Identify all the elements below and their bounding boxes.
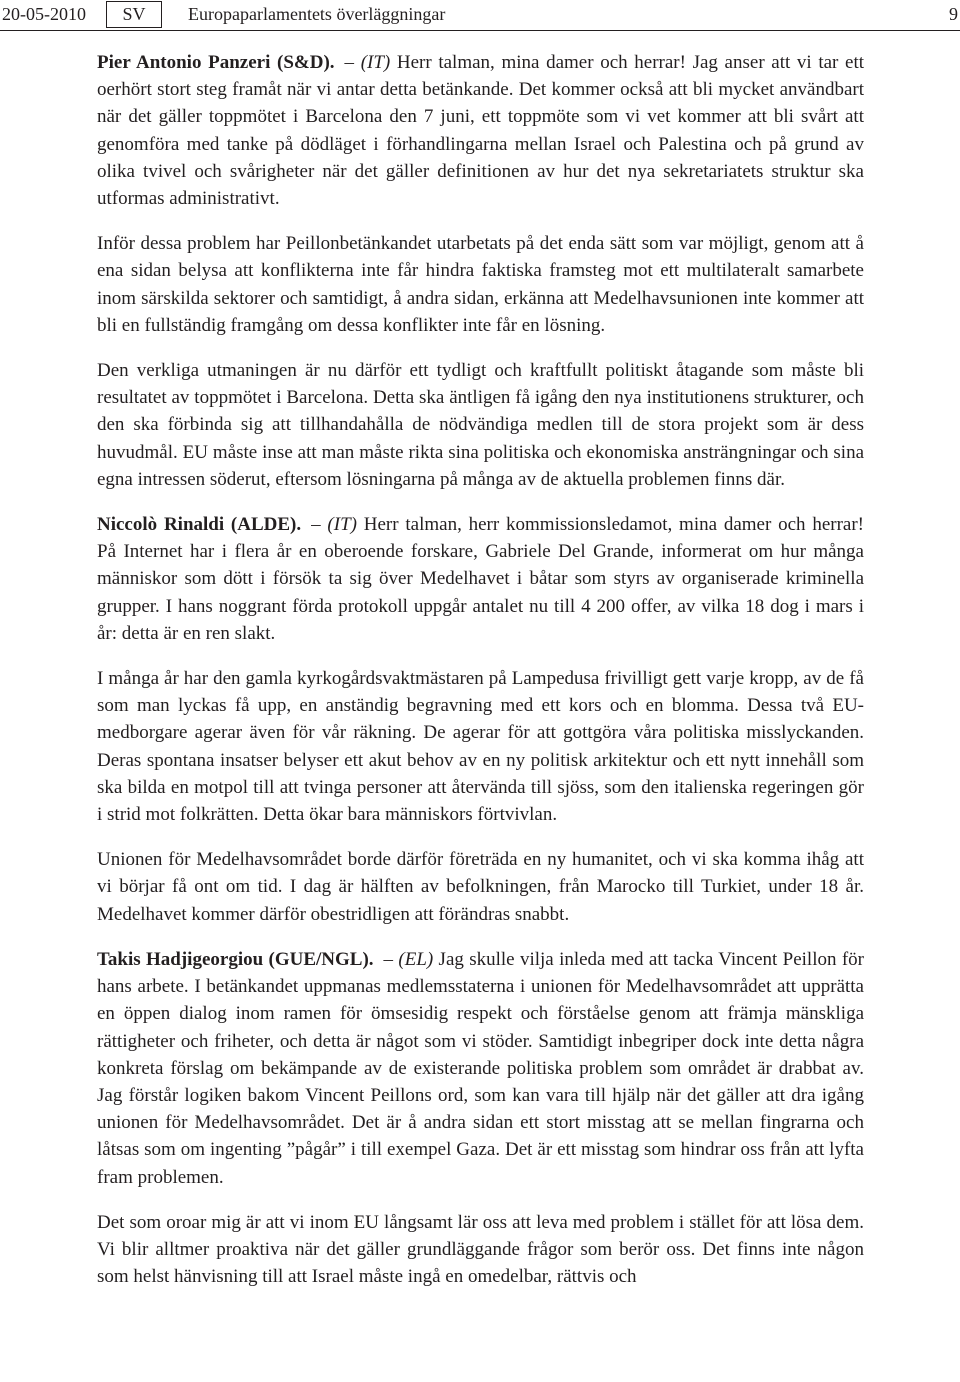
paragraph-text: Jag skulle vilja inleda med att tacka Vincent Peillon för hans arbete. I betänkandet uppmanas medlemsstaterna i unionen för Medelhavsområdet att upprätta en öppen dialog inom ramen för ömsesidig respekt och förståelse genom att främja mänskliga rättigheter och friheter, och detta är något som vi stöder. Samtidigt inbegriper dock inte detta några konkreta förslag om bekämpande av de existerande politiska problem som området är drabbat av. Jag förstår logiken bakom Vincent Peillons ord, som kan vara till hjälp när det gäller att dra igång unionen för Medelhavsområdet. Det är å andra sidan ett stort misstag att se mellan fingrarna och låtsas som om ingenting ”pågår” i till exempel Gaza. Det är ett misstag som hindrar oss från att lyfta fram problemen. xyxy=(97,948,864,1188)
speech-dash: – xyxy=(344,52,355,73)
speaker-name: Pier Antonio Panzeri (S&D). xyxy=(97,52,335,73)
header-date: 20-05-2010 xyxy=(2,4,86,24)
paragraph-2: Inför dessa problem har Peillonbetänkandet utarbetats på det enda sätt som var möjligt, genom att å ena sidan belysa att konflikterna inte får hindra faktiska framsteg mot ett multilateralt samarbete inom särskilda sektorer och samtidigt, å andra sidan, erkänna att Medelhavsunionen inte kommer att bli en fullständig framgång om dessa konflikter inte får en lösning. xyxy=(97,233,864,336)
page-number: 9 xyxy=(949,4,958,24)
language-code: (EL) xyxy=(398,948,434,970)
page-header xyxy=(0,0,960,31)
paragraph-3: Den verkliga utmaningen är nu därför ett tydligt och kraftfullt politiskt åtagande som måste bli resultatet av toppmötet i Barcelona. Detta ska äntligen få igång den nya institutionens strukturer, och den ska förbinda sig att tillhandahålla de nödvändiga medlen till de stora projekt som är dess huvudmål. EU måste inse att man måste rikta sina politiska och ekonomiska ansträngningar och sina egna intressen söderut, eftersom lösningarna på många av de aktuella problemen finns där. xyxy=(97,360,864,490)
paragraph-8: Det som oroar mig är att vi inom EU långsamt lär oss att leva med problem i stället för att lösa dem. Vi blir alltmer proaktiva när det gäller grundläggande frågor som berör oss. Det finns inte någon som helst hänvisning till att Israel måste ingå en omedelbar, rättvis och xyxy=(97,1211,864,1288)
speaker-name: Niccolò Rinaldi (ALDE). xyxy=(97,514,302,536)
paragraph-6: Unionen för Medelhavsområdet borde därför företräda en ny humanitet, och vi ska komma ihåg att vi börjar få ont om tid. I dag är hälften av befolkningen, från Marocko till Turkiet, under 18 år. Medelhavet kommer därför obestridligen att förändras snabbt. xyxy=(97,849,864,925)
language-code: (IT) xyxy=(327,514,357,536)
document-body xyxy=(97,49,864,1308)
paragraph-1 xyxy=(97,49,864,212)
speech-dash: – xyxy=(311,514,321,536)
speaker-name: Takis Hadjigeorgiou (GUE/NGL). xyxy=(97,948,374,970)
speech-dash: – xyxy=(383,948,394,970)
paragraph-text: Herr talman, mina damer och herrar! Jag anser att vi tar ett oerhört stort steg framåt när vi antar detta betänkande. Det kommer också att bli mycket användbart när det gäller toppmötet i Barcelona den 7 juni, ett toppmöte som vi vet kommer att bli svårt att genomföra med tanke på dödläget i förhandlingarna mellan Israel och Palestina och på grund av olika tvivel och svårigheter när det gäller definitionen av hur det nya sekretariatets struktur ska utformas administrativt. xyxy=(97,52,865,210)
paragraph-7 xyxy=(97,946,864,1191)
paragraph-5: I många år har den gamla kyrkogårdsvaktmästaren på Lampedusa frivilligt gett varje kropp, av de få som man lyckas få upp, en anständig begravning med ett kors och en blomma. Dessa två EU-medborgare agerar även för vår räkning. De agerar för att gottgöra våra politiska misslyckanden. Deras spontana insatser belyser ett akut behov av en ny politisk arkitektur och ett nytt innehåll som ska bilda en motpol till att tvinga personer att återvända till sjöss, som den italienska regeringen gör i strid mot folkrätten. Detta ökar bara människors förtvivlan. xyxy=(97,668,864,826)
language-code: (IT) xyxy=(360,52,391,73)
paragraph-4 xyxy=(97,511,864,647)
language-badge: SV xyxy=(106,1,162,28)
paragraph-text: Herr talman, herr kommissionsledamot, mina damer och herrar! På Internet har i flera år en oberoende forskare, Gabriele Del Grande, informerat om hur många människor som dött i försök ta sig över Medelhavet i båtar som styrs av organiserade kriminella grupper. I hans noggrant förda protokoll uppgår antalet nu till 4 200 offer, av vilka 18 dog i mars i år: detta är en ren slakt. xyxy=(97,514,865,644)
header-title: Europaparlamentets överläggningar xyxy=(188,4,446,24)
